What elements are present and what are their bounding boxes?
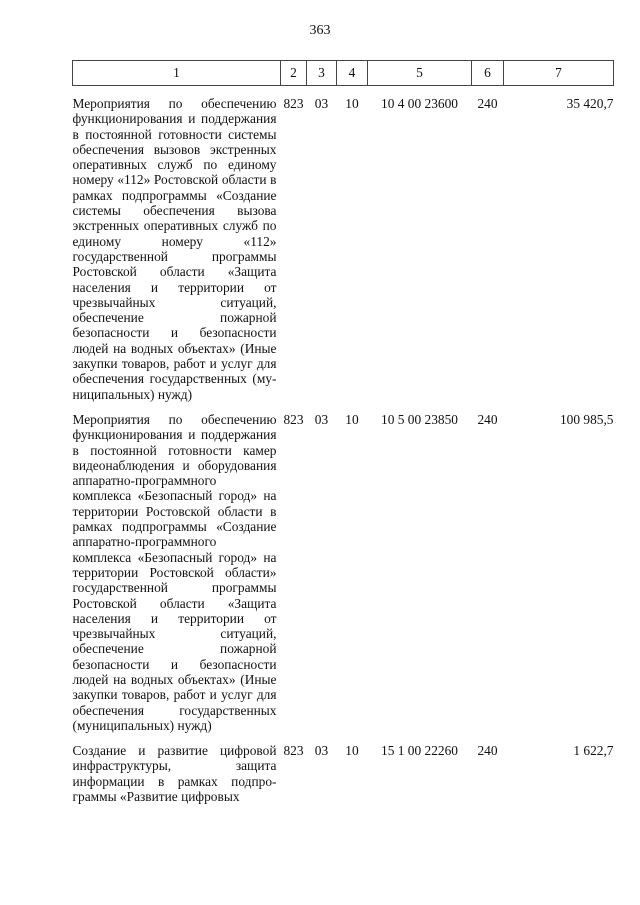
row-name: Мероприятия по обеспечению функционирования и поддержания в постоянной готовности камер видеонаблюдения и оборудования аппаратно-программного комплекса «Безопасный город» на территории Ростовской области в рамках подпрограммы «Создание аппаратно-программного комплекса «Безопасный город» на территории Ростовской области» государственной программы Ростовской области «Защита населения и территории от чрезвычайных ситуаций, обеспечение пожарной безопасности и безопасности людей на водных объектах» (Иные закупки товаров, работ и услуг для обеспечения государственных (муниципальных) нужд) [72, 411, 277, 733]
row-amount: 35 420,7 [566, 96, 614, 111]
row-target-article: 10 5 00 23850 [381, 411, 458, 427]
row-name: Создание и развитие цифровой инфраструктуры, защита информации в рамках подпрограммы «Развитие цифровых [72, 743, 277, 805]
header-col-1: 1 [73, 61, 281, 86]
row-amount: 1 622,7 [573, 743, 614, 759]
row-subsection-code: 10 [345, 96, 359, 111]
table-row [73, 412, 614, 733]
row-name: Мероприятия по обеспечению функционирования и поддержания в постоянной готовности системы обеспечения вызовов экстренных оперативных служб по единому номеру «112» Ростовской области в рамках подпрограммы «Создание системы обеспечения вызова экстренных оперативных служб по единому номеру «112» государственной программы Ростовской области «Защита населения и территории от чрезвычайных ситуаций, обеспечение пожарной безопасности и безопасности людей на водных объектах» (Иные закупки товаров, работ и услуг для обеспечения государственных (муниципальных) нужд) [72, 96, 277, 402]
row-ministry-code: 823 [283, 96, 304, 111]
row-target-article: 15 1 00 22260 [381, 743, 458, 759]
header-col-2: 2 [281, 61, 307, 86]
row-subsection-code: 10 [345, 743, 359, 759]
row-amount: 100 985,5 [559, 411, 614, 427]
row-subsection-code: 10 [345, 411, 359, 427]
row-ministry-code: 823 [283, 411, 304, 427]
header-col-5: 5 [368, 61, 472, 86]
header-col-6: 6 [472, 61, 504, 86]
table-header-row [73, 61, 614, 86]
table-row [73, 96, 614, 402]
row-section-code: 03 [314, 96, 329, 111]
header-col-7: 7 [504, 61, 614, 86]
row-section-code: 03 [314, 743, 329, 759]
page-number: 363 [309, 23, 331, 38]
table-row [73, 743, 614, 804]
header-col-4: 4 [337, 61, 368, 86]
row-expense-type: 240 [477, 743, 498, 759]
row-expense-type: 240 [477, 411, 498, 427]
row-ministry-code: 823 [283, 743, 304, 759]
row-expense-type: 240 [477, 96, 498, 111]
header-col-3: 3 [307, 61, 337, 86]
row-section-code: 03 [314, 411, 329, 427]
budget-table [72, 60, 614, 804]
row-target-article: 10 4 00 23600 [381, 96, 458, 111]
